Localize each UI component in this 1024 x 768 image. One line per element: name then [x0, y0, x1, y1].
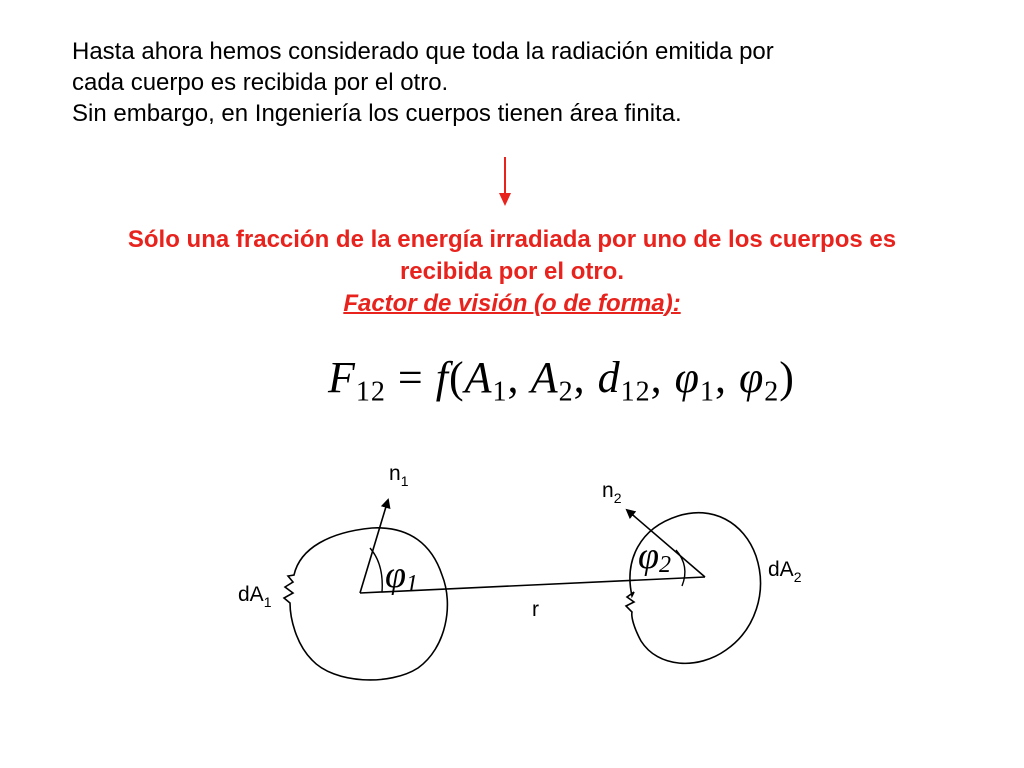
label-dA2: $dA_2$: [768, 558, 802, 585]
formula-sep-4: ,: [714, 353, 727, 402]
formula-open-paren: (: [448, 353, 465, 402]
formula-d-sub: 12: [620, 376, 651, 408]
view-factor-definition: Factor de visión (o de forma):: [343, 290, 681, 317]
formula-phi2-sub: 2: [764, 376, 780, 408]
label-n1: $n_1$: [389, 462, 409, 489]
label-r: r: [532, 598, 539, 621]
label-n2: $n_2$: [602, 479, 622, 506]
formula-sep-1: ,: [507, 353, 520, 402]
formula-a2-sub: 2: [558, 376, 574, 408]
formula-sep-3: ,: [650, 353, 663, 402]
formula-close-paren: ): [779, 353, 795, 402]
label-phi1: φ1: [385, 554, 419, 597]
formula-equals: =: [397, 353, 424, 402]
conclusion-line-1: Sólo una fracción de la energía irradiada por uno de los cuerpos es: [127, 226, 897, 253]
formula-d: d: [597, 353, 621, 402]
formula-func: f: [435, 353, 449, 402]
intro-line-3: Sin embargo, en Ingeniería los cuerpos tienen área finita.: [72, 100, 682, 127]
normal-n1-arrow: [360, 500, 388, 593]
label-phi2: φ2: [638, 535, 672, 578]
formula-phi1: φ: [674, 353, 700, 402]
formula-a1: A: [464, 353, 493, 402]
formula-sep-2: ,: [573, 353, 586, 402]
intro-line-2: cada cuerpo es recibida por el otro.: [72, 69, 449, 96]
conclusion-line-2: recibida por el otro.: [399, 258, 625, 285]
formula-lhs-sub: 12: [355, 376, 386, 408]
formula-a2: A: [530, 353, 559, 402]
formula-phi2: φ: [738, 353, 765, 402]
intro-line-1: Hasta ahora hemos considerado que toda la radiación emitida por: [72, 38, 774, 65]
label-dA1: $dA_1$: [238, 583, 272, 610]
formula-phi1-sub: 1: [699, 376, 715, 408]
body-1-outline: [284, 528, 447, 680]
angle-arc-phi2: [676, 550, 685, 586]
formula-a1-sub: 1: [492, 376, 508, 408]
formula-lhs: F: [328, 353, 356, 402]
